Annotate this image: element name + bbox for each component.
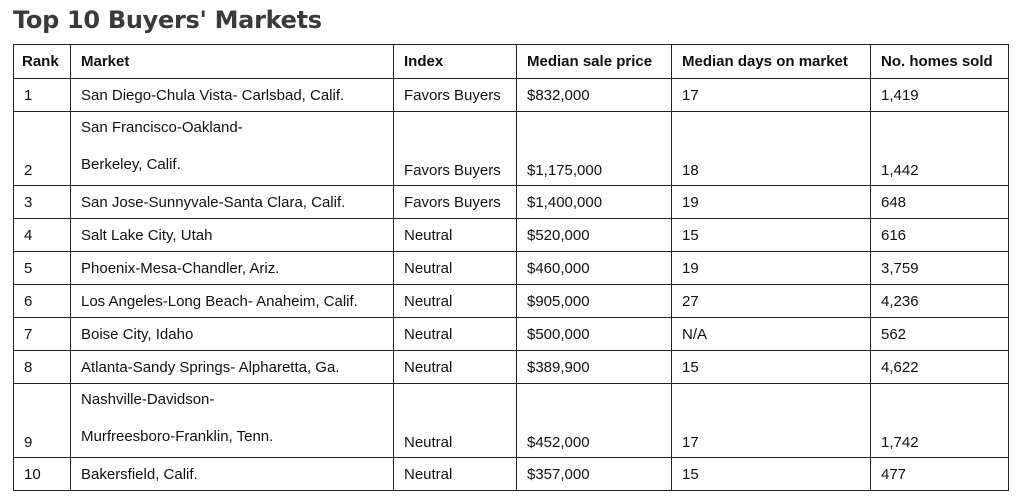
table-row [14,318,1009,351]
cell-rank: 7 [14,318,71,351]
cell-homes-sold: 477 [871,458,1009,491]
table-row [14,186,1009,219]
market-name-line: Murfreesboro-Franklin, Tenn. [81,428,274,445]
cell-median-sale-price: $1,400,000 [517,186,672,219]
cell-median-sale-price: $520,000 [517,219,672,252]
column-header-homes-sold: No. homes sold [871,45,1009,79]
cell-median-sale-price: $389,900 [517,351,672,384]
cell-market: Boise City, Idaho [71,318,394,351]
table-row [14,112,1009,186]
table-row [14,285,1009,318]
table-row [14,252,1009,285]
cell-rank: 4 [14,219,71,252]
cell-median-days-on-market: 17 [672,384,871,458]
cell-homes-sold: 1,442 [871,112,1009,186]
cell-rank: 8 [14,351,71,384]
cell-median-days-on-market: N/A [672,318,871,351]
column-header-market: Market [71,45,394,79]
cell-homes-sold: 4,622 [871,351,1009,384]
table-row [14,384,1009,458]
cell-index: Neutral [394,285,517,318]
column-header-rank: Rank [14,45,71,79]
cell-market [71,384,394,458]
cell-index: Neutral [394,384,517,458]
cell-index: Neutral [394,318,517,351]
cell-index: Neutral [394,458,517,491]
buyers-markets-table [13,44,1009,491]
table-row [14,458,1009,491]
cell-median-days-on-market: 15 [672,351,871,384]
cell-market: Los Angeles-Long Beach- Anaheim, Calif. [71,285,394,318]
cell-index: Favors Buyers [394,186,517,219]
column-header-index: Index [394,45,517,79]
cell-median-sale-price: $1,175,000 [517,112,672,186]
cell-market: Salt Lake City, Utah [71,219,394,252]
cell-rank: 3 [14,186,71,219]
cell-median-days-on-market: 15 [672,458,871,491]
cell-homes-sold: 562 [871,318,1009,351]
cell-index: Neutral [394,219,517,252]
cell-rank: 10 [14,458,71,491]
market-name-line: San Francisco-Oakland- [81,119,243,136]
table-header-row [14,45,1009,79]
cell-median-days-on-market: 19 [672,252,871,285]
cell-homes-sold: 1,419 [871,79,1009,112]
market-name-lines [81,384,393,451]
cell-median-days-on-market: 17 [672,79,871,112]
cell-market: Bakersfield, Calif. [71,458,394,491]
cell-index: Neutral [394,351,517,384]
cell-median-sale-price: $452,000 [517,384,672,458]
cell-index: Favors Buyers [394,79,517,112]
cell-rank: 6 [14,285,71,318]
market-name-line: Nashville-Davidson- [81,391,215,408]
column-header-median-sale-price: Median sale price [517,45,672,79]
cell-market: San Diego-Chula Vista- Carlsbad, Calif. [71,79,394,112]
market-name-lines [81,112,393,179]
cell-market: Phoenix-Mesa-Chandler, Ariz. [71,252,394,285]
cell-rank: 9 [14,384,71,458]
cell-homes-sold: 4,236 [871,285,1009,318]
table-row [14,351,1009,384]
cell-homes-sold: 3,759 [871,252,1009,285]
page-title: Top 10 Buyers' Markets [13,6,322,34]
market-name-line: Berkeley, Calif. [81,156,181,173]
table-row [14,219,1009,252]
cell-market: Atlanta-Sandy Springs- Alpharetta, Ga. [71,351,394,384]
cell-median-days-on-market: 15 [672,219,871,252]
column-header-median-days-on-market: Median days on market [672,45,871,79]
cell-homes-sold: 616 [871,219,1009,252]
cell-median-sale-price: $460,000 [517,252,672,285]
cell-median-days-on-market: 18 [672,112,871,186]
cell-index: Neutral [394,252,517,285]
cell-index: Favors Buyers [394,112,517,186]
cell-median-sale-price: $832,000 [517,79,672,112]
cell-rank: 1 [14,79,71,112]
cell-homes-sold: 648 [871,186,1009,219]
cell-market: San Jose-Sunnyvale-Santa Clara, Calif. [71,186,394,219]
cell-median-days-on-market: 27 [672,285,871,318]
cell-market [71,112,394,186]
cell-median-sale-price: $357,000 [517,458,672,491]
table-row [14,79,1009,112]
cell-median-sale-price: $500,000 [517,318,672,351]
cell-homes-sold: 1,742 [871,384,1009,458]
cell-rank: 2 [14,112,71,186]
cell-rank: 5 [14,252,71,285]
cell-median-days-on-market: 19 [672,186,871,219]
cell-median-sale-price: $905,000 [517,285,672,318]
